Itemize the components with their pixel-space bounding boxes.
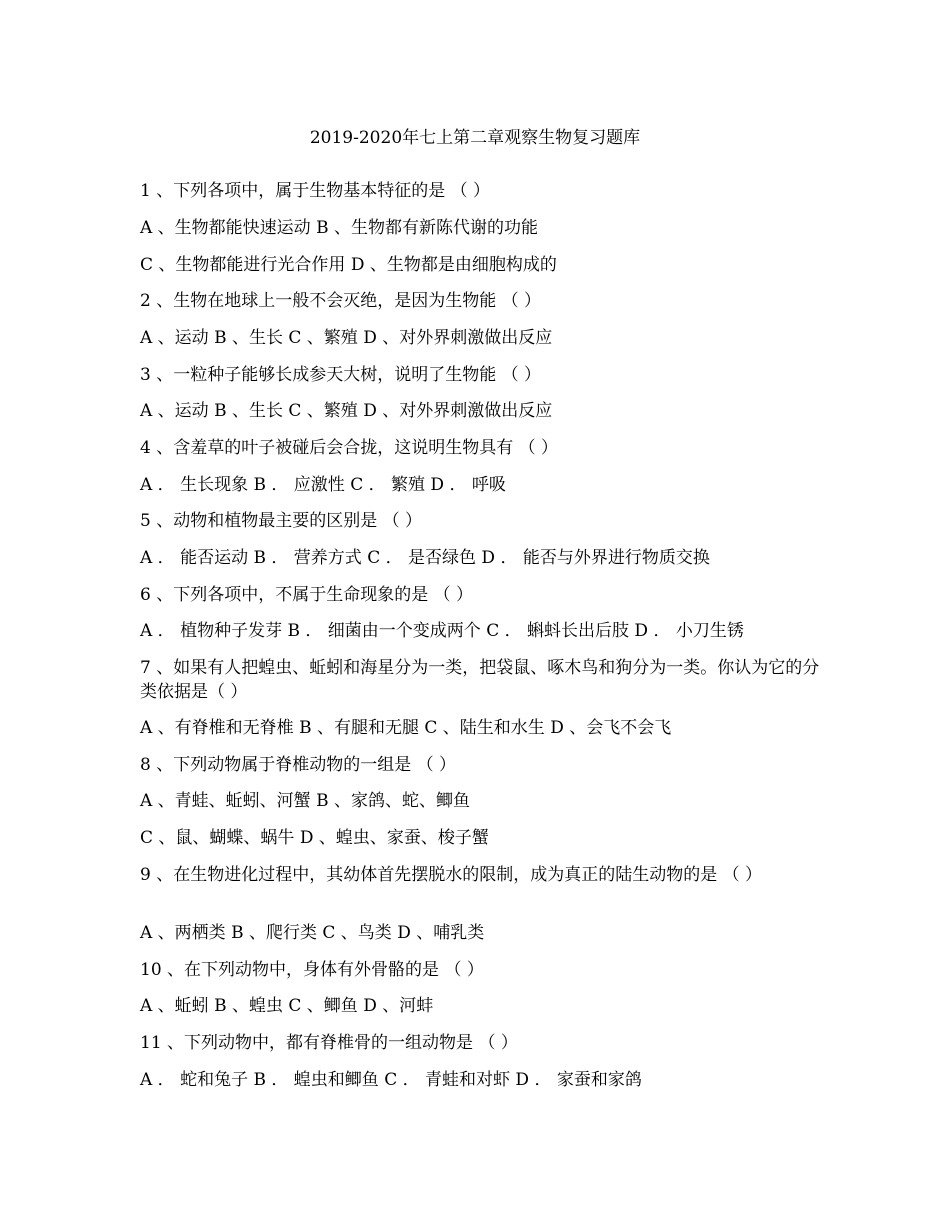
question-7-options: A 、有脊椎和无脊椎 B 、有腿和无腿 C 、陆生和水生 D 、会飞不会飞 [140,718,672,738]
question-7: 7 、如果有人把蝗虫、蚯蚓和海星分为一类，把袋鼠、啄木鸟和狗分为一类。你认为它的分类依据是（ ） [140,658,820,702]
question-8-options-ab: A 、青蛙、蚯蚓、河蟹 B 、家鸽、蛇、鲫鱼 [140,791,470,811]
question-11-options: A ． 蛇和兔子 B ． 蝗虫和鲫鱼 C ． 青蛙和对虾 D ． 家蚕和家鸽 [140,1070,642,1090]
question-10: 10 、在下列动物中，身体有外骨骼的是 （ ） [140,960,484,980]
question-1-options: A 、生物都能快速运动 B 、生物都有新陈代谢的功能 [140,218,538,238]
question-11: 11 、下列动物中，都有脊椎骨的一组动物是 （ ） [140,1033,518,1053]
question-1-options-cd: C 、生物都能进行光合作用 D 、生物都是由细胞构成的 [140,255,557,275]
question-5-options: A ． 能否运动 B ． 营养方式 C ． 是否绿色 D ． 能否与外界进行物质交换 [140,548,710,568]
question-4-options: A ． 生长现象 B ． 应激性 C ． 繁殖 D ． 呼吸 [140,475,506,495]
question-3: 3 、一粒种子能够长成参天大树，说明了生物能 （ ） [140,365,542,385]
question-3-options: A 、运动 B 、生长 C 、繁殖 D 、对外界刺激做出反应 [140,401,553,421]
question-10-options: A 、蚯蚓 B 、蝗虫 C 、鲫鱼 D 、河蚌 [140,996,434,1016]
question-6: 6 、下列各项中，不属于生命现象的是 （ ） [140,585,474,605]
document-title: 2019-2020年七上第二章观察生物复习题库 [309,128,641,148]
question-8: 8 、下列动物属于脊椎动物的一组是 （ ） [140,755,457,775]
question-1: 1 、下列各项中，属于生物基本特征的是 （ ） [140,181,491,201]
question-4: 4 、含羞草的叶子被碰后会合拢，这说明生物具有 （ ） [140,438,559,458]
question-9-options: A 、两栖类 B 、爬行类 C 、鸟类 D 、哺乳类 [140,923,485,943]
question-2-options: A 、运动 B 、生长 C 、繁殖 D 、对外界刺激做出反应 [140,328,553,348]
question-9: 9 、在生物进化过程中，其幼体首先摆脱水的限制，成为真正的陆生动物的是 （ ） [140,865,763,885]
question-6-options: A ． 植物种子发芽 B ． 细菌由一个变成两个 C ． 蝌蚪长出后肢 D ． 小刀生锈 [140,621,744,641]
question-8-options-cd: C 、鼠、蝴蝶、蜗牛 D 、蝗虫、家蚕、梭子蟹 [140,828,489,848]
question-5: 5 、动物和植物最主要的区别是 （ ） [140,511,423,531]
question-2: 2 、生物在地球上一般不会灭绝，是因为生物能 （ ） [140,291,542,311]
